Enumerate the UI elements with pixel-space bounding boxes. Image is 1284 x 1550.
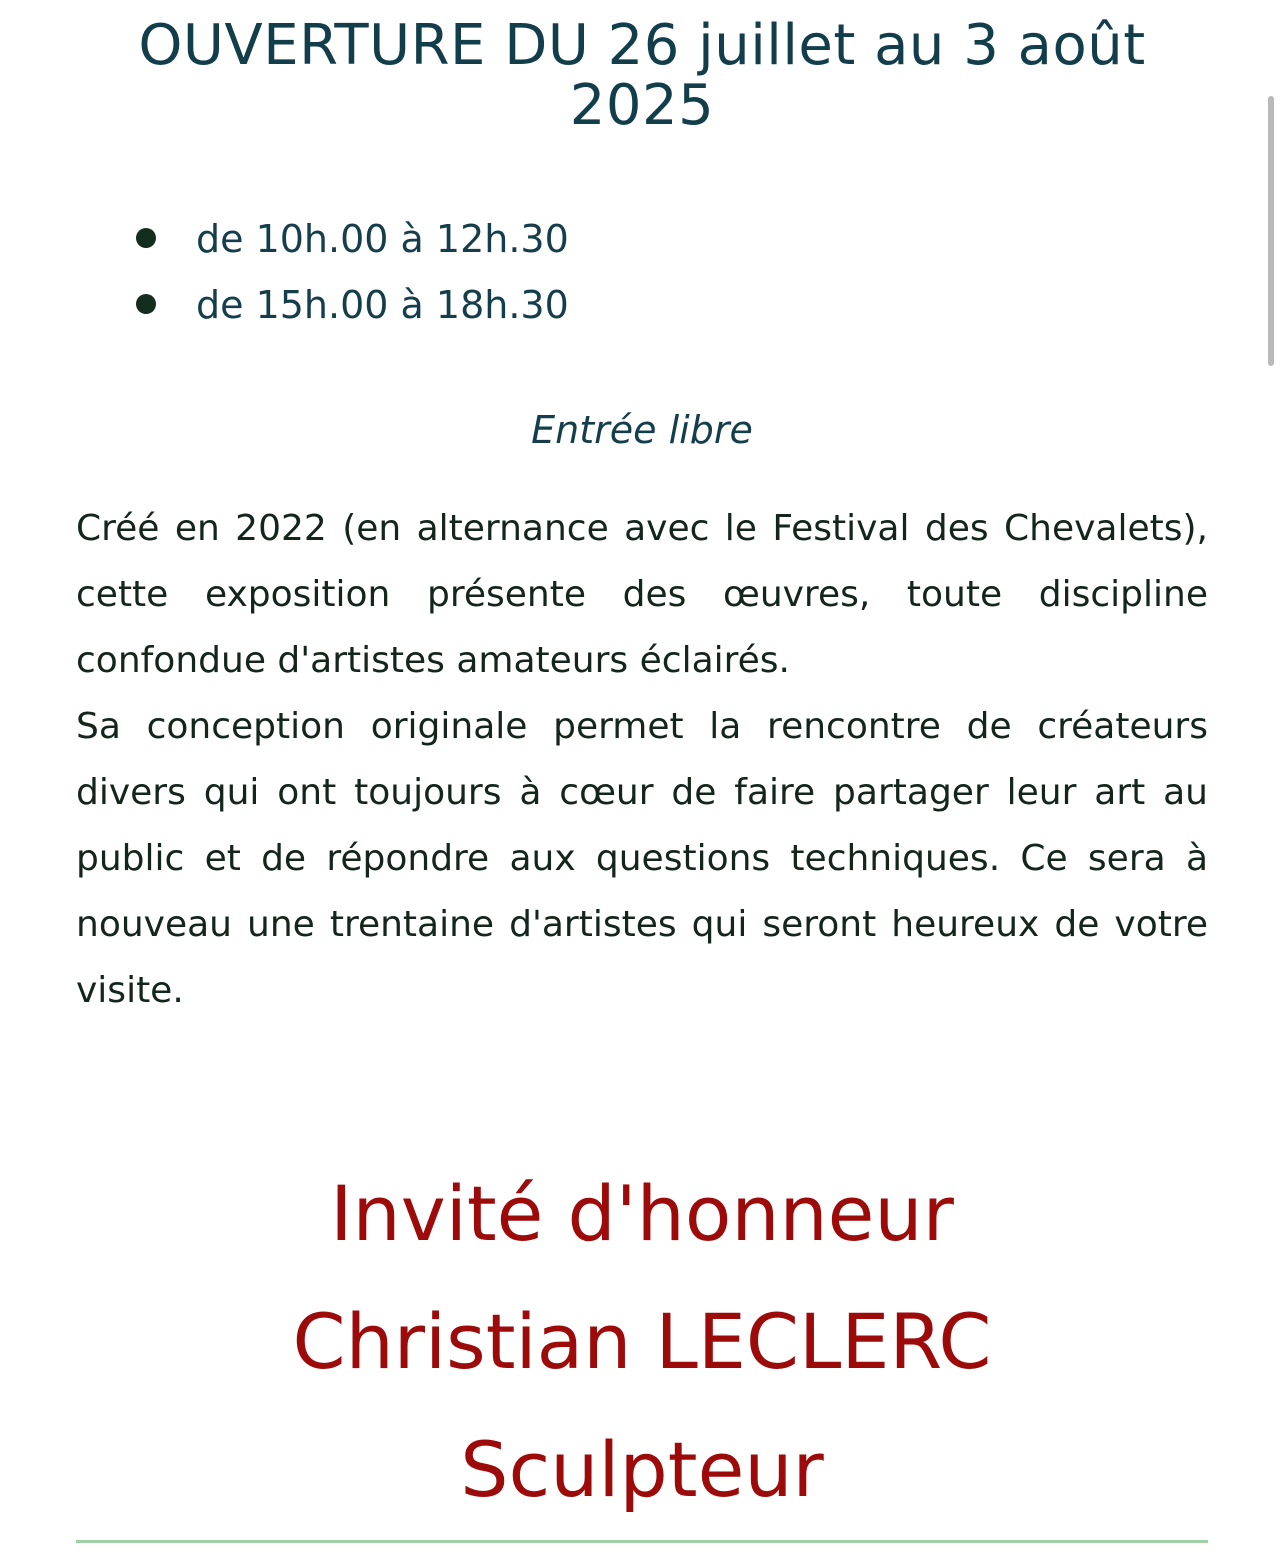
guest-name: Christian LECLERC (292, 1297, 992, 1386)
title-line-2: 2025 (569, 73, 715, 138)
hours-text: de 10h.00 à 12h.30 (196, 217, 569, 261)
title-line-1: OUVERTURE DU 26 juillet au 3 août (138, 13, 1146, 78)
bullet-icon (136, 228, 156, 248)
list-item (76, 272, 569, 338)
bullet-icon (136, 294, 156, 314)
description (76, 496, 1208, 1024)
opening-hours-list (76, 206, 569, 338)
free-entry-note: Entrée libre (531, 408, 753, 452)
scrollbar[interactable] (1268, 96, 1274, 366)
list-item (76, 206, 569, 272)
description-paragraph-1: Créé en 2022 (en alternance avec le Festival des Chevalets), cette exposition présente des œuvres, toute discipline confondue d'artistes amateurs éclairés. (76, 508, 1208, 681)
description-paragraph-2: Sa conception originale permet la rencontre de créateurs divers qui ont toujours à cœur de faire partager leur art au public et de répondre aux questions techniques. Ce sera à nouveau une trentaine d'artistes qui seront heureux de votre visite. (76, 706, 1208, 1011)
guest-role: Sculpteur (460, 1425, 824, 1514)
guest-label: Invité d'honneur (330, 1169, 954, 1258)
page-title (76, 13, 1208, 138)
hours-text: de 15h.00 à 18h.30 (196, 283, 569, 327)
guest-of-honour (76, 1150, 1208, 1534)
divider (76, 1540, 1208, 1543)
